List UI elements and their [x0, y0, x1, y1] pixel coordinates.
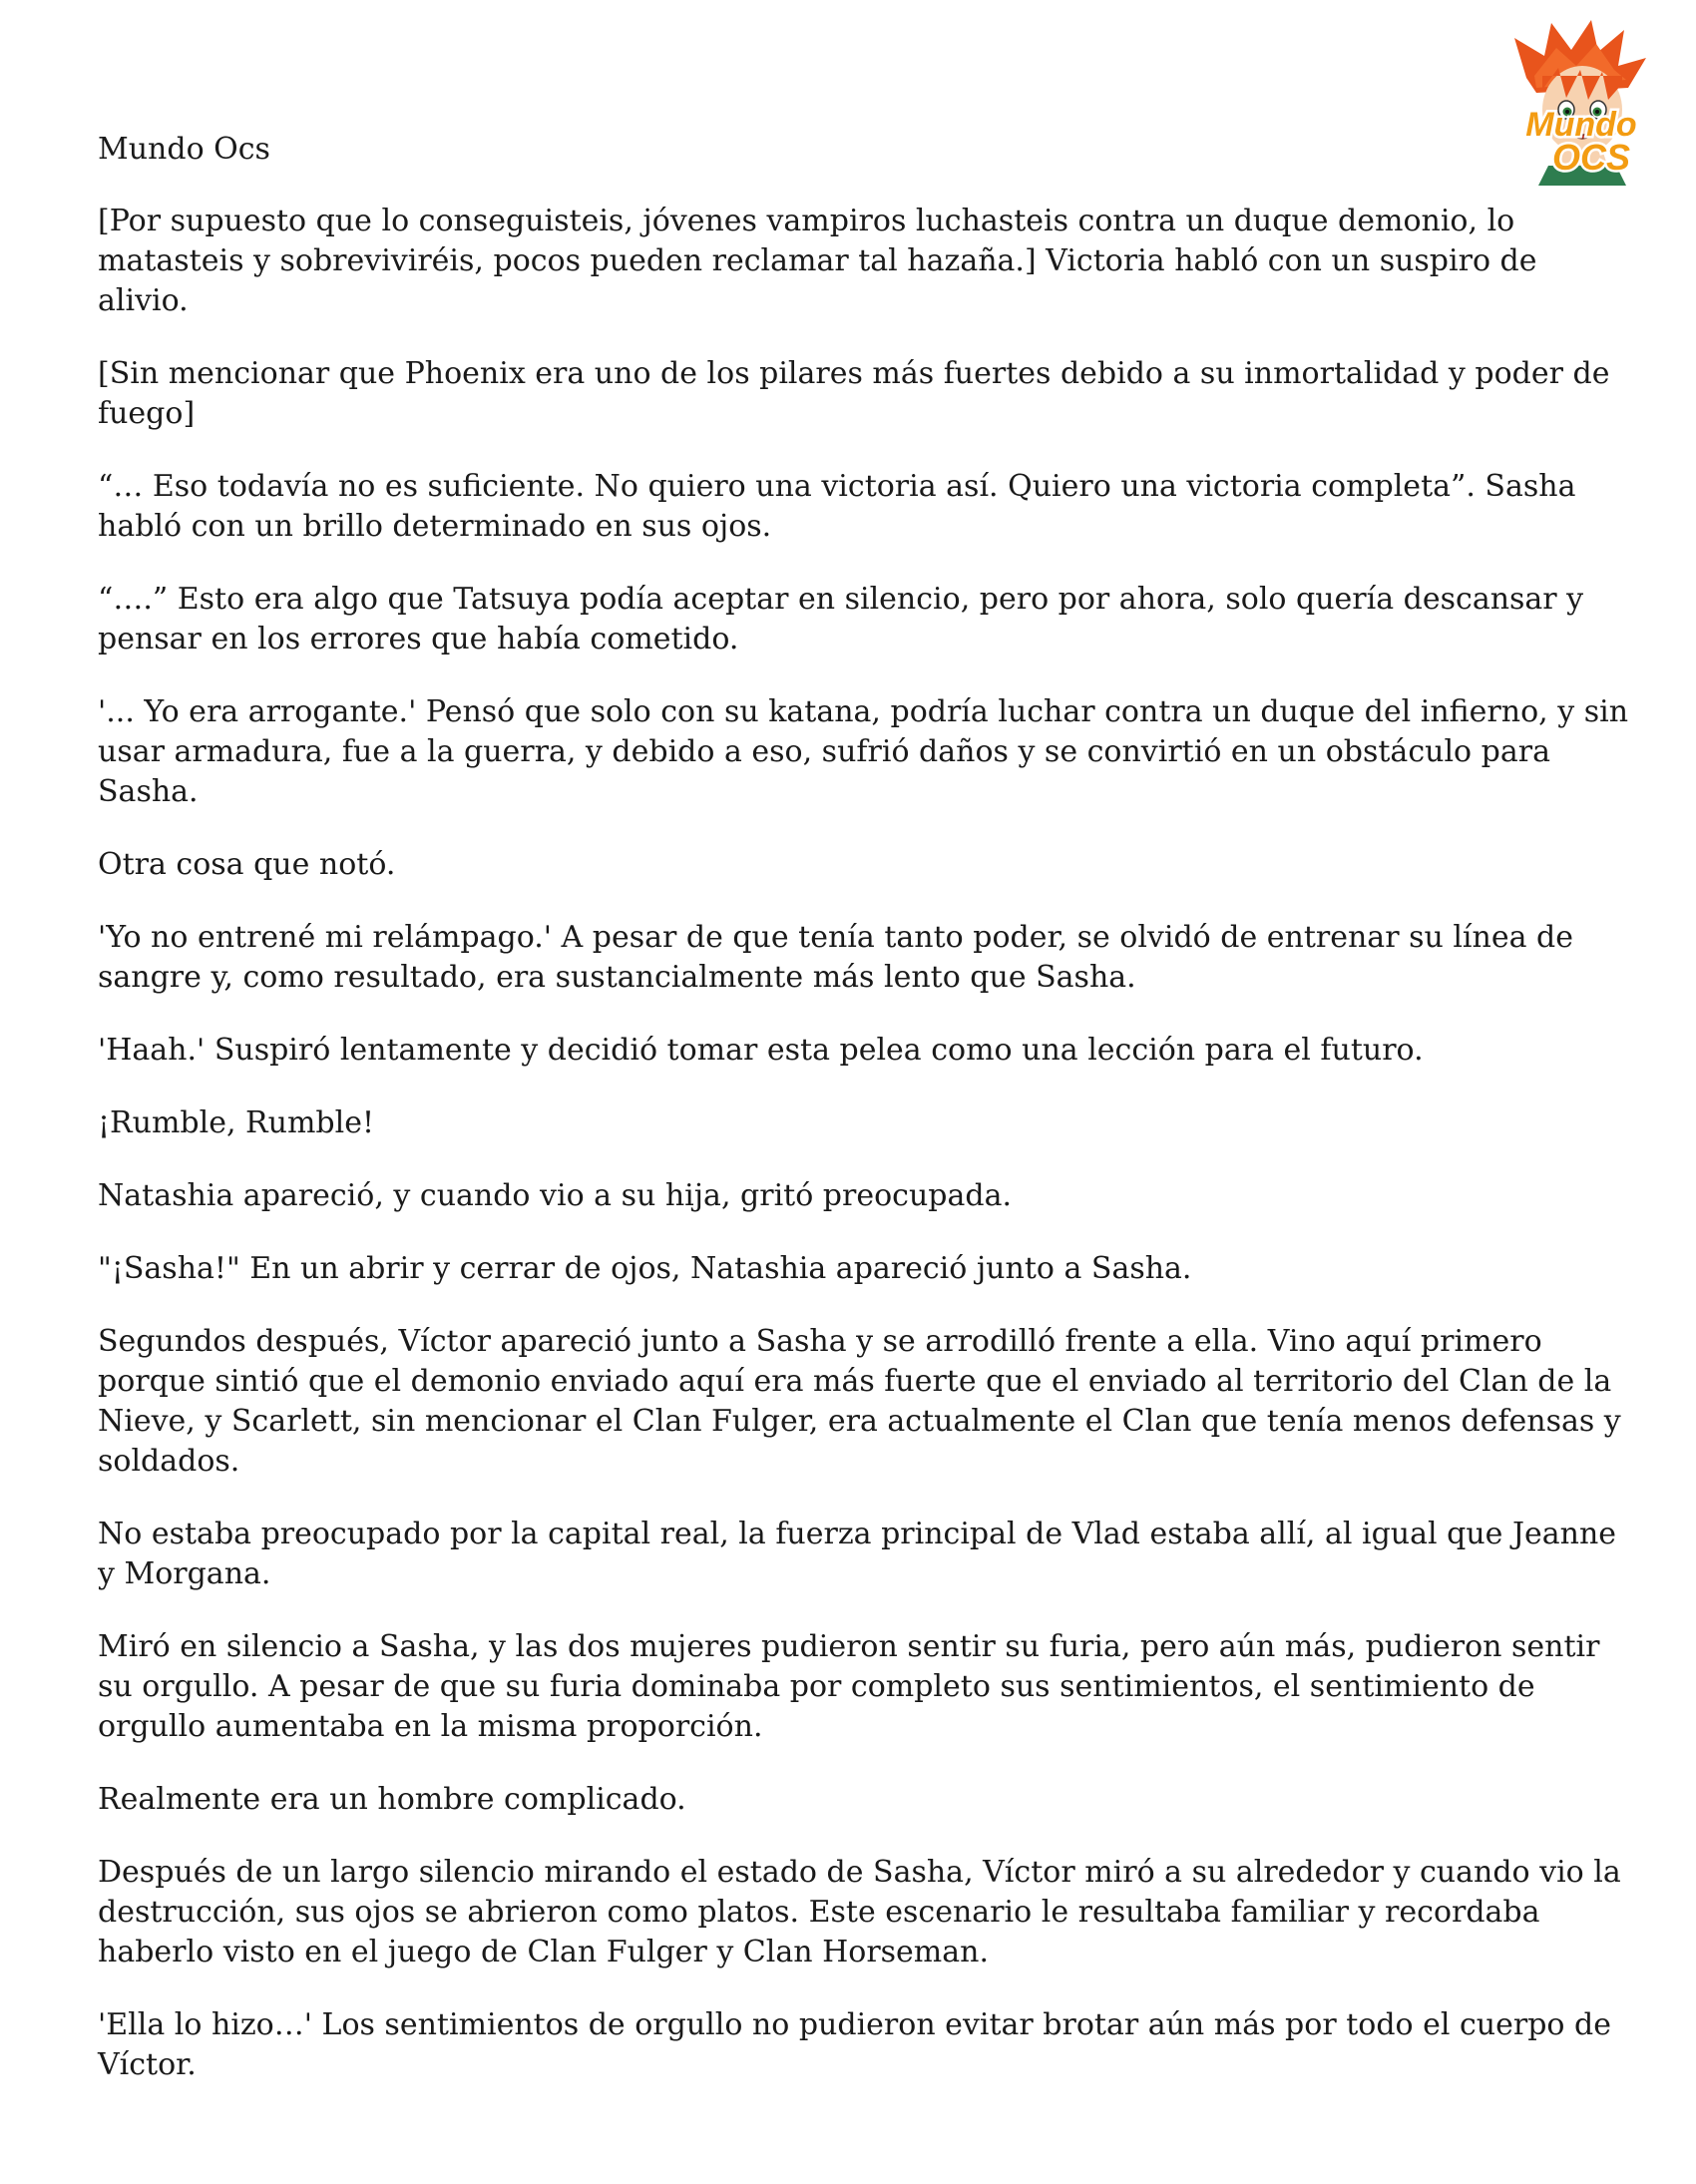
paragraph-3: “… Eso todavía no es suficiente. No quiero una victoria así. Quiero una victoria completa”. Sasha habló con un brillo determinado en sus ojos.	[98, 469, 1576, 544]
paragraph-4: “….” Esto era algo que Tatsuya podía aceptar en silencio, pero por ahora, solo quería descansar y pensar en los errores que había cometido.	[98, 582, 1584, 656]
paragraph-9: ¡Rumble, Rumble!	[98, 1105, 375, 1140]
paragraph-1: [Por supuesto que lo conseguisteis, jóvenes vampiros luchasteis contra un duque demonio, lo matasteis y sobreviviréis, pocos pueden reclamar tal hazaña.] Victoria habló con un suspiro de alivio.	[98, 204, 1537, 318]
paragraph-17: 'Ella lo hizo…' Los sentimientos de orgullo no pudieron evitar brotar aún más por todo el cuerpo de Víctor.	[98, 2007, 1611, 2082]
paragraph-7: 'Yo no entrené mi relámpago.' A pesar de que tenía tanto poder, se olvidó de entrenar su línea de sangre y, como resultado, era sustancialmente más lento que Sasha.	[98, 920, 1573, 995]
paragraph-2: [Sin mencionar que Phoenix era uno de los pilares más fuertes debido a su inmortalidad y poder de fuego]	[98, 356, 1610, 431]
document-body	[98, 130, 1634, 2118]
paragraph-12: Segundos después, Víctor apareció junto a Sasha y se arrodilló frente a ella. Vino aquí primero porque sintió que el demonio enviado aquí era más fuerte que el enviado al territorio del Clan de la Nieve, y Scarlett, sin mencionar el Clan Fulger, era actualmente el Clan que tenía menos defensas y soldados.	[98, 1324, 1621, 1479]
logo-text-ocs: OCS	[1551, 137, 1631, 178]
paragraph-16: Después de un largo silencio mirando el estado de Sasha, Víctor miró a su alrededor y cuando vio la destrucción, sus ojos se abrieron como platos. Este escenario le resultaba familiar y recordaba haberlo visto en el juego de Clan Fulger y Clan Horseman.	[98, 1855, 1621, 1969]
paragraph-13: No estaba preocupado por la capital real, la fuerza principal de Vlad estaba allí, al igual que Jeanne y Morgana.	[98, 1517, 1617, 1591]
document-header: Mundo Ocs	[98, 132, 270, 167]
paragraph-11: "¡Sasha!" En un abrir y cerrar de ojos, Natashia apareció junto a Sasha.	[98, 1251, 1192, 1286]
paragraph-10: Natashia apareció, y cuando vio a su hija, gritó preocupada.	[98, 1178, 1013, 1213]
paragraph-14: Miró en silencio a Sasha, y las dos mujeres pudieron sentir su furia, pero aún más, pudieron sentir su orgullo. A pesar de que su furia dominaba por completo sus sentimientos, el sentimiento de orgullo aumentaba en la misma proporción.	[98, 1629, 1600, 1744]
logo-text-mundo: Mundo	[1525, 106, 1637, 144]
paragraph-6: Otra cosa que notó.	[98, 847, 396, 882]
paragraph-5: '... Yo era arrogante.' Pensó que solo con su katana, podría luchar contra un duque del infierno, y sin usar armadura, fue a la guerra, y debido a eso, sufrió daños y se convirtió en un obstáculo para Sasha.	[98, 694, 1629, 809]
paragraph-15: Realmente era un hombre complicado.	[98, 1782, 686, 1817]
paragraph-8: 'Haah.' Suspiró lentamente y decidió tomar esta pelea como una lección para el futuro.	[98, 1033, 1424, 1068]
